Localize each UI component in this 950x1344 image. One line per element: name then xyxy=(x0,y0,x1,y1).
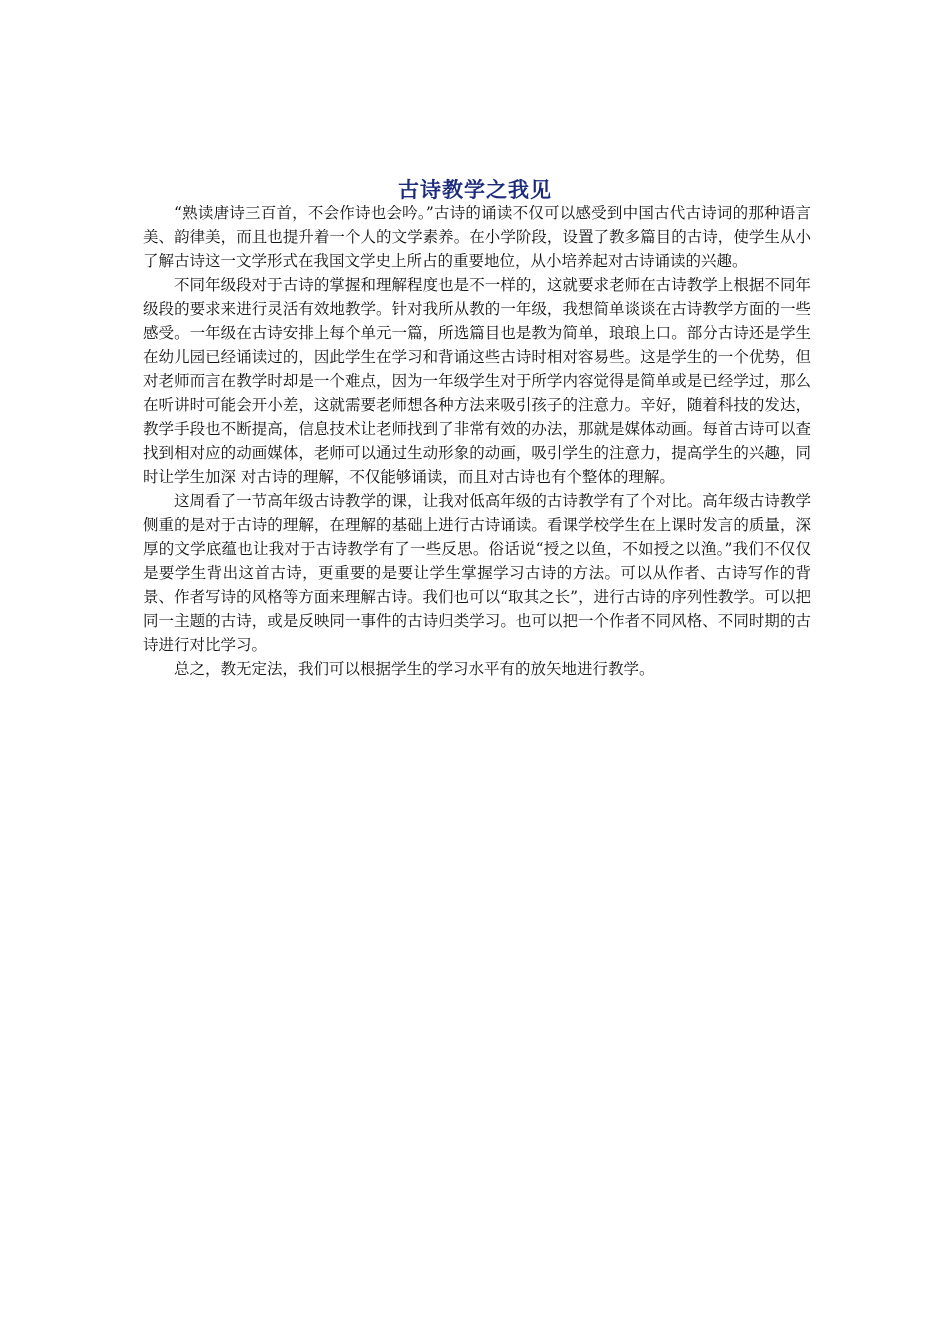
paragraph-3: 这周看了一节高年级古诗教学的课，让我对低高年级的古诗教学有了个对比。高年级古诗教学侧重的是对于古诗的理解，在理解的基础上进行古诗诵读。看课学校学生在上课时发言的质量，深厚的文学底蕴也让我对于古诗教学有了一些反思。俗话说“授之以鱼，不如授之以渔。”我们不仅仅是要学生背出这首古诗，更重要的是要让学生掌握学习古诗的方法。可以从作者、古诗写作的背景、作者写诗的风格等方面来理解古诗。我们也可以“取其之长”，进行古诗的序列性教学。可以把同一主题的古诗，或是反映同一事件的古诗归类学习。也可以把一个作者不同风格、不同时期的古诗进行对比学习。 xyxy=(143,492,811,654)
paragraph-1: “熟读唐诗三百首，不会作诗也会吟。”古诗的诵读不仅可以感受到中国古代古诗词的那种语言美、韵律美，而且也提升着一个人的文学素养。在小学阶段，设置了教多篇目的古诗，使学生从小了解古诗这一文学形式在我国文学史上所占的重要地位，从小培养起对古诗诵读的兴趣。 xyxy=(143,204,811,270)
paragraph-4: 总之，教无定法，我们可以根据学生的学习水平有的放矢地进行教学。 xyxy=(174,660,655,678)
paragraph-2: 不同年级段对于古诗的掌握和理解程度也是不一样的，这就要求老师在古诗教学上根据不同年级段的要求来进行灵活有效地教学。针对我所从教的一年级，我想简单谈谈在古诗教学方面的一些感受。一年级在古诗安排上每个单元一篇，所选篇目也是教为简单，琅琅上口。部分古诗还是学生在幼儿园已经诵读过的，因此学生在学习和背诵这些古诗时相对容易些。这是学生的一个优势，但对老师而言在教学时却是一个难点，因为一年级学生对于所学内容觉得是简单或是已经学过，那么在听讲时可能会开小差，这就需要老师想各种方法来吸引孩子的注意力。辛好，随着科技的发达，教学手段也不断提高，信息技术让老师找到了非常有效的办法，那就是媒体动画。每首古诗可以查找到相对应的动画媒体，老师可以通过生动形象的动画，吸引学生的注意力，提高学生的兴趣，同时让学生加深 对古诗的理解，不仅能够诵读，而且对古诗也有个整体的理解。 xyxy=(143,276,811,486)
document-title: 古诗教学之我见 xyxy=(398,177,552,202)
document-body xyxy=(143,201,811,681)
